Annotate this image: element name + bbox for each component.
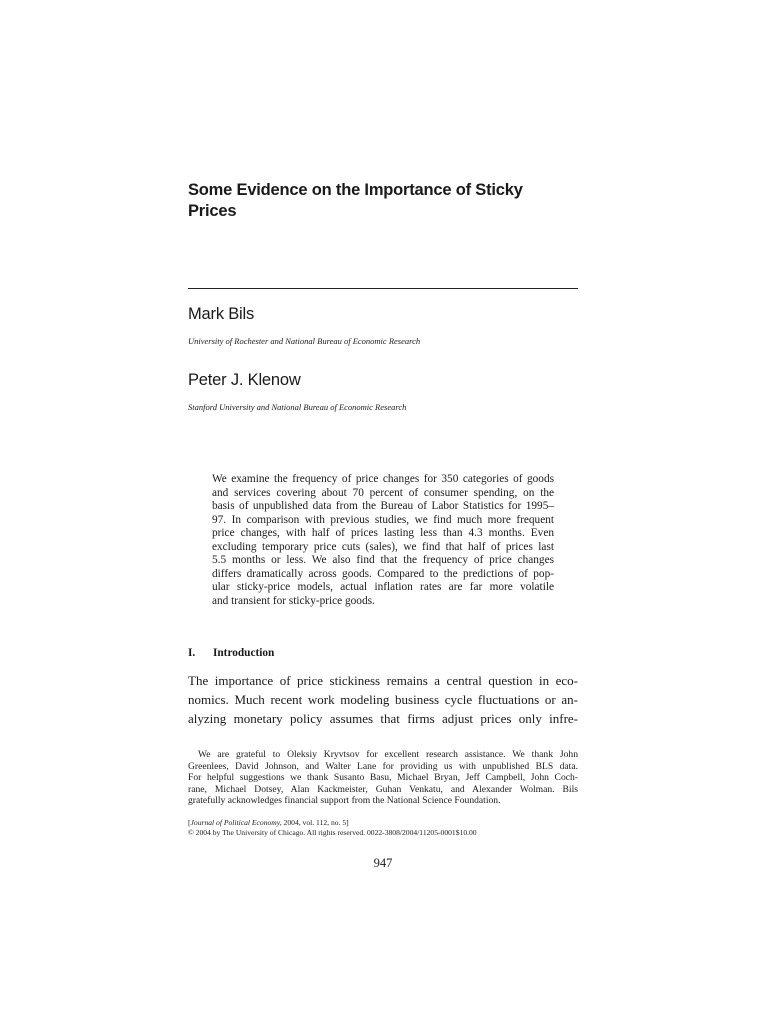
abstract-line: We examine the frequency of price changes for 350 categories of goods <box>212 473 554 485</box>
journal-name: Journal of Political Economy, <box>190 818 282 827</box>
footnote-line: Greenlees, David Johnson, and Walter Lane for providing us with unpublished BLS data. <box>188 760 578 772</box>
author-affiliation: University of Rochester and National Bureau of Economic Research <box>188 336 421 346</box>
abstract-line: and services covering about 70 percent of consumer spending, on the <box>212 486 554 499</box>
section-title: Introduction <box>213 647 275 659</box>
journal-info <box>188 818 578 837</box>
intro-line: alyzing monetary policy assumes that firms adjust prices only infre- <box>188 711 578 726</box>
author-name: Mark Bils <box>188 305 255 323</box>
journal-citation <box>188 818 578 828</box>
footnote-line: For helpful suggestions we thank Susanto Basu, Michael Bryan, Jeff Campbell, John Coch- <box>188 772 578 784</box>
intro-line: The importance of price stickiness remains a central question in eco- <box>188 673 578 688</box>
abstract-line: 97. In comparison with previous studies, we find much more frequent <box>212 513 554 526</box>
section-heading <box>188 646 274 660</box>
acknowledgment-footnote <box>188 749 578 807</box>
paper-title <box>188 180 588 222</box>
title-rule <box>188 288 578 289</box>
abstract-line: and transient for sticky-price goods. <box>212 594 375 607</box>
intro-line: nomics. Much recent work modeling business cycle fluctuations or an- <box>188 692 578 707</box>
abstract <box>212 473 554 608</box>
abstract-line: 5.5 months or less. We also find that the frequency of price changes <box>212 554 554 566</box>
abstract-line: ular sticky-price models, actual inflation rates are far more volatile <box>212 581 554 593</box>
abstract-line: price changes, with half of prices lasting less than 4.3 months. Even <box>212 527 554 539</box>
citation-bracket: [ <box>188 818 191 827</box>
abstract-line: differs dramatically across goods. Compared to the predictions of pop- <box>212 567 554 580</box>
page-number: 947 <box>373 856 393 870</box>
abstract-line: basis of unpublished data from the Bureau of Labor Statistics for 1995– <box>212 500 554 512</box>
footnote-line: rane, Michael Dotsey, Alan Kackmeister, Guhan Venkatu, and Alexander Wolman. Bils <box>188 783 578 795</box>
author-name: Peter J. Klenow <box>188 371 301 389</box>
author-affiliation: Stanford University and National Bureau of Economic Research <box>188 402 407 412</box>
section-number: I. <box>188 647 196 659</box>
footnote-line: We are grateful to Oleksiy Kryvtsov for excellent research assistance. We thank John <box>198 749 578 760</box>
journal-volume: 2004, vol. 112, no. 5] <box>281 818 349 827</box>
footnote-line: gratefully acknowledges financial support from the National Science Foundation. <box>188 795 501 807</box>
intro-paragraph <box>188 671 578 728</box>
title-line: Some Evidence on the Importance of Sticky <box>188 181 523 199</box>
title-line: Prices <box>188 202 237 220</box>
copyright-line: © 2004 by The University of Chicago. All rights reserved. 0022-3808/2004/11205-0001$10.00 <box>188 827 477 837</box>
abstract-line: excluding temporary price cuts (sales), we find that half of prices last <box>212 540 554 553</box>
